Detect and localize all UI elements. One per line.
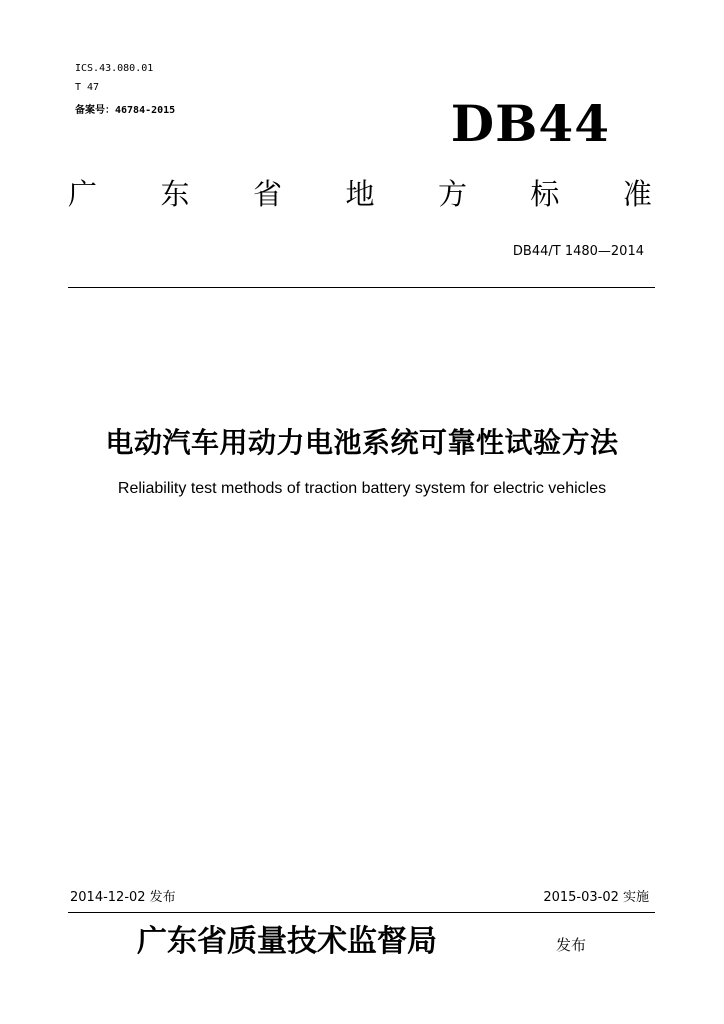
footer-divider xyxy=(68,912,655,913)
standard-type-char: 方 xyxy=(437,177,467,211)
document-title-en: Reliability test methods of traction battery system for electric vehicles xyxy=(117,480,607,497)
document-title-cn: 电动汽车用动力电池系统可靠性试验方法 xyxy=(105,426,619,459)
header-divider xyxy=(68,287,655,288)
issuing-verb: 发布 xyxy=(556,936,587,954)
implementation-date: 2015-03-02 实施 xyxy=(543,890,649,905)
standard-type-char: 东 xyxy=(160,177,190,211)
standard-type-char: 准 xyxy=(622,177,652,211)
issue-date: 2014-12-02 发布 xyxy=(70,890,176,905)
standard-number: DB44/T 1480—2014 xyxy=(512,244,644,259)
standard-type-char: 省 xyxy=(252,177,282,211)
standard-type-char: 广 xyxy=(68,177,98,211)
standard-type-heading xyxy=(68,170,652,218)
standard-type-char: 地 xyxy=(345,177,375,211)
ics-code: ICS.43.080.01 xyxy=(75,63,154,74)
issuing-authority: 广东省质量技术监督局 xyxy=(137,924,437,959)
record-number: 备案号：46784-2015 xyxy=(75,105,176,116)
classification-code: T 47 xyxy=(75,82,100,93)
standard-type-char: 标 xyxy=(530,177,560,211)
standard-code-logo: DB44 xyxy=(450,94,610,153)
